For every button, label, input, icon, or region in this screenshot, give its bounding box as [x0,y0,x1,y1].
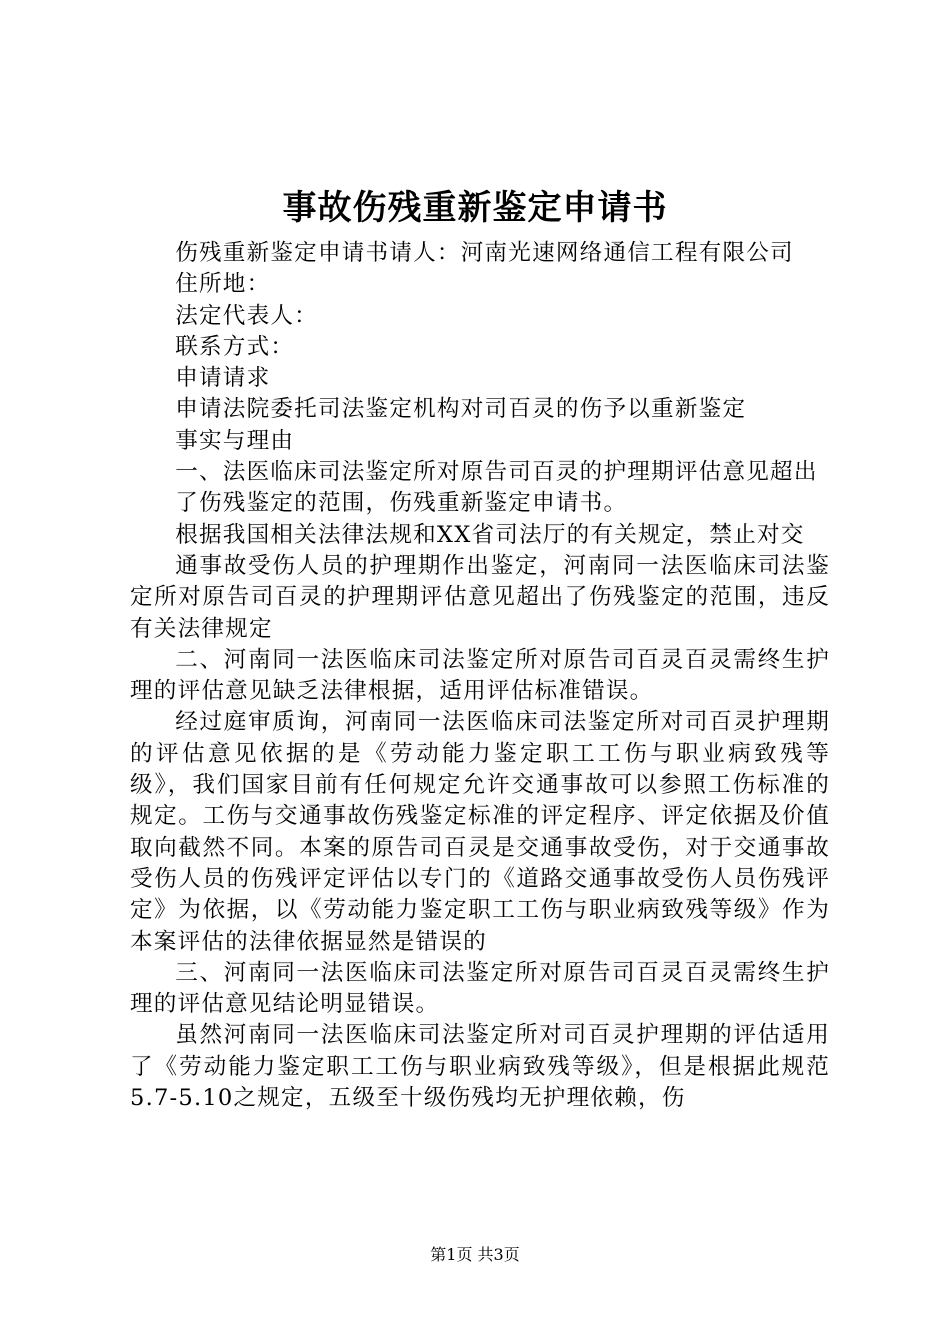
document-body [130,238,830,1114]
paragraph-reason-1-cont: 了伤残鉴定的范围，伤残重新鉴定申请书。 [175,490,628,517]
page-number-footer: 第1页 共3页 [430,1245,520,1264]
document-title: 事故伤残重新鉴定申请书 [282,188,668,228]
paragraph-request: 申请法院委托司法鉴定机构对司百灵的伤予以重新鉴定 [175,396,747,423]
paragraph-reason-3: 三、河南同一法医临床司法鉴定所对原告司百灵百灵需终生护理的评估意见结论明显错误。 [130,959,830,1018]
paragraph-applicant: 伤残重新鉴定申请书请人：河南光速网络通信工程有限公司 [175,240,794,266]
paragraph-contact: 联系方式： [175,333,295,360]
paragraph-address: 住所地： [175,271,271,298]
paragraph-standard-applied: 虽然河南同一法医临床司法鉴定所对司百灵护理期的评估适用了《劳动能力鉴定职工工伤与职业病致残等级》，但是根据此规范5.7-5.10之规定，五级至十级伤残均无护理依赖，伤 [130,1022,830,1112]
paragraph-request-heading: 申请请求 [175,365,271,392]
paragraph-regulation: 根据我国相关法律法规和XX省司法厅的有关规定，禁止对交 [175,521,805,548]
paragraph-reason-1: 一、法医临床司法鉴定所对原告司百灵的护理期评估意见超出 [175,459,818,486]
paragraph-trial-inquiry: 经过庭审质询，河南同一法医临床司法鉴定所对司百灵护理期的评估意见依据的是《劳动能力鉴定职工工伤与职业病致残等级》，我们国家目前有任何规定允许交通事故可以参照工伤标准的规定。工伤与交通事故伤残鉴定标准的评定程序、评定依据及价值取向截然不同。本案的原告司百灵是交通事故受伤，对于交通事故受伤人员的伤残评定评估以专门的《道路交通事故受伤人员伤残评定》为依据，以《劳动能力鉴定职工工伤与职业病致残等级》作为本案评估的法律依据显然是错误的 [130,709,830,955]
paragraph-facts-heading: 事实与理由 [175,427,295,454]
paragraph-regulation-cont: 通事故受伤人员的护理期作出鉴定，河南同一法医临床司法鉴定所对原告司百灵的护理期评估意见超出了伤残鉴定的范围，违反有关法律规定 [130,552,830,642]
paragraph-reason-2: 二、河南同一法医临床司法鉴定所对原告司百灵百灵需终生护理的评估意见缺乏法律根据，适用评估标准错误。 [130,646,830,705]
paragraph-legal-representative: 法定代表人： [175,302,318,329]
